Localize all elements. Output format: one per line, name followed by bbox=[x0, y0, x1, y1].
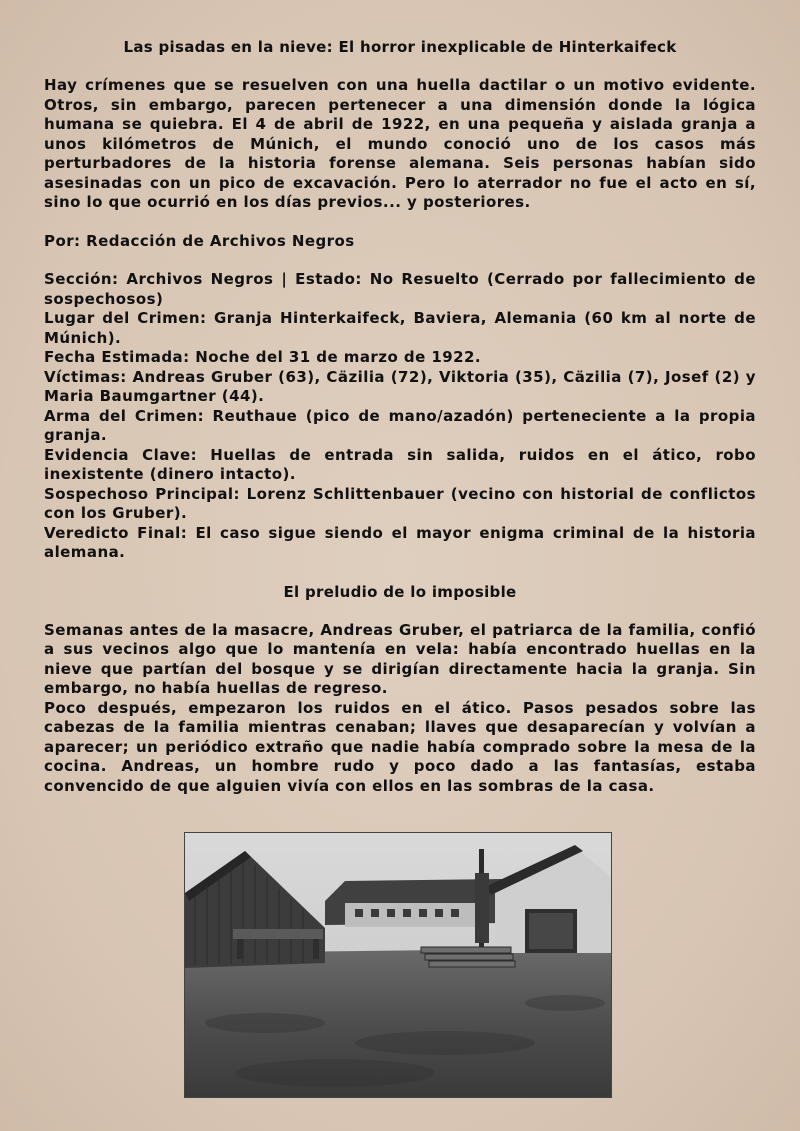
fact-line: Sección: Archivos Negros | Estado: No Resuelto (Cerrado por fallecimiento de sospechosos) bbox=[44, 270, 756, 308]
body-paragraph: Semanas antes de la masacre, Andreas Gruber, el patriarca de la familia, confió a sus vecinos algo que lo mantenía en vela: había encontrado huellas en la nieve que partían del bosque y se dirigían directamente hacia la granja. Sin embargo, no había huellas de regreso. bbox=[44, 620, 756, 697]
fact-line: Sospechoso Principal: Lorenz Schlittenbauer (vecino con historial de conflictos con los Gruber). bbox=[44, 484, 756, 522]
body-paragraph: Poco después, empezaron los ruidos en el ático. Pasos pesados sobre las cabezas de la familia mientras cenaban; llaves que desaparecían y volvían a aparecer; un periódico extraño que nadie había comprado sobre la mesa de la cocina. Andreas, un hombre rudo y poco dado a las fantasías, estaba convencido de que alguien vivía con ellos en las sombras de la casa. bbox=[44, 698, 756, 795]
section-title: El preludio de lo imposible bbox=[283, 582, 517, 601]
farm-photograph bbox=[185, 833, 611, 1097]
fact-line: Veredicto Final: El caso sigue siendo el mayor enigma criminal de la historia alemana. bbox=[44, 523, 756, 561]
intro-paragraph: Hay crímenes que se resuelven con una huella dactilar o un motivo evidente. Otros, sin embargo, parecen pertenecer a una dimensión donde la lógica humana se quiebra. El 4 de abril de 1922, en una pequeña y aislada granja a unos kilómetros de Múnich, el mundo conoció uno de los casos más perturbadores de la historia forense alemana. Seis personas habían sido asesinadas con un pico de excavación. Pero lo aterrador no fue el acto en sí, sino lo que ocurrió en los días previos... y posteriores. bbox=[44, 76, 756, 211]
fact-line: Arma del Crimen: Reuthaue (pico de mano/azadón) perteneciente a la propia granja. bbox=[44, 406, 756, 444]
byline: Por: Redacción de Archivos Negros bbox=[44, 231, 355, 250]
fact-line: Evidencia Clave: Huellas de entrada sin salida, ruidos en el ático, robo inexistente (dinero intacto). bbox=[44, 445, 756, 483]
section-body bbox=[44, 621, 756, 797]
fact-line: Lugar del Crimen: Granja Hinterkaifeck, Baviera, Alemania (60 km al norte de Múnich). bbox=[44, 309, 756, 347]
article-title: Las pisadas en la nieve: El horror inexplicable de Hinterkaifeck bbox=[123, 38, 677, 56]
fact-line: Fecha Estimada: Noche del 31 de marzo de 1922. bbox=[44, 348, 482, 366]
fact-line: Víctimas: Andreas Gruber (63), Cäzilia (72), Viktoria (35), Cäzilia (7), Josef (2) y Maria Baumgartner (44). bbox=[44, 367, 756, 405]
case-facts bbox=[44, 270, 756, 563]
